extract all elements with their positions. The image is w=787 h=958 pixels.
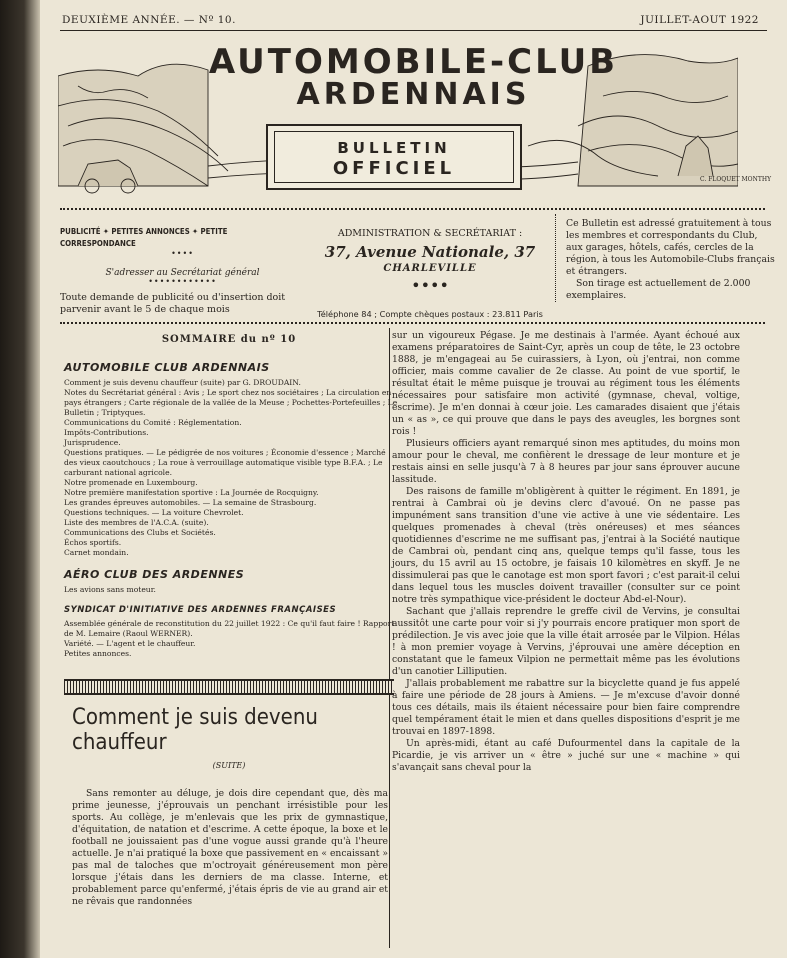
club-subtitle: ARDENNAIS <box>296 77 531 112</box>
info-row <box>60 214 775 324</box>
toc-item: Les grandes épreuves automobiles. — La semaine de Strasbourg. <box>64 498 317 507</box>
toc-item: Communications des Clubs et Sociétés. <box>64 528 216 537</box>
article-title: Comment je suis devenu chauffeur <box>72 705 318 755</box>
admin-phone: Téléphone 84 ; Compte chèques postaux : 23.811 Paris <box>317 309 543 319</box>
artist-signature: C. FLOQUET MONTHY <box>700 176 772 183</box>
toc-list-2 <box>64 585 398 595</box>
distribution-info <box>555 214 776 302</box>
toc-item: Échos sportifs. <box>64 538 122 547</box>
article-paragraph: Un après-midi, étant au café Dufourmentel dans la capitale de la Picardie, je vis arriver un « être » juché sur une « machine » qui s'avançait sans cheval pour la <box>392 738 740 773</box>
distribution-text: Ce Bulletin est adressé gratuitement à tous les membres et correspondants du Club, aux garages, hôtels, cafés, cercles de la région, à tous les Automobile-Clubs français et étrangers. <box>566 218 775 277</box>
section-syndicat: SYNDICAT D'INITIATIVE DES ARDENNES FRANÇAISES <box>64 605 337 615</box>
bulletin-label: BULLETIN <box>337 139 451 157</box>
article-suite-label: (SUITE) <box>212 761 246 770</box>
article-paragraph: Sachant que j'allais reprendre le greffe civil de Vervins, je consultai aussitôt une carte pour voir si j'y pourrais encore pratiquer mon sport de prédilection. Je vis avec joie que la ville était arrosée par le Vilpion. Hélas ! à mon premier voyage à Vervins, j'éprouvai une amère déception en constatant que le fameux Vilpion ne permettait même pas les évolutions d'un canotier Lilliputien. <box>392 606 740 677</box>
admin-city: CHARLEVILLE <box>383 263 477 274</box>
toc-item: Carnet mondain. <box>64 548 129 557</box>
address-to: S'adresser au Secrétariat général <box>105 268 260 278</box>
article-body-left: Sans remonter au déluge, je dois dire cependant que, dès ma prime jeunesse, j'éprouvais un penchant irrésistible pour les sports. Au collège, je m'enlevais que les prix de gymnastique, d'équitation, de natation et d'escrime. A cette époque, la boxe et le football ne jouissaient pas d'une vogue aussi grande qu'à l'heure actuelle. Je n'ai pratiqué la boxe que passivement en « encaissant » pas mal de taloches que m'octroyait généreusement mon père lorsque j'étais dans les derniers de ma classe. Interne, et probablement parce qu'enfermé, j'étais épris de vie au grand air et ne rêvais que randonnées <box>72 788 388 907</box>
dots-divider-3: •••• <box>411 276 449 295</box>
administration-info <box>315 214 545 319</box>
toc-item: Liste des membres de l'A.C.A. (suite). <box>64 518 209 527</box>
section-automobile-club: AUTOMOBILE CLUB ARDENNAIS <box>64 361 270 374</box>
ads-line: PUBLICITÉ ✦ PETITES ANNONCES ✦ PETITE CORRESPONDANCE <box>60 227 228 248</box>
issue-date: JUILLET-AOUT 1922 <box>640 14 759 26</box>
article-paragraph: Plusieurs officiers ayant remarqué sinon mes aptitudes, du moins mon amour pour le cheval, me confièrent le dressage de leur monture et je restais ainsi en selle jusqu'à 7 à 8 heures par jour sans éprouver aucune lassitude. <box>392 438 740 485</box>
left-column <box>60 330 398 908</box>
toc-item: Notre promenade en Luxembourg. <box>64 478 198 487</box>
bulletin-officiel-box <box>266 124 522 190</box>
toc-item: Jurisprudence. <box>64 438 121 447</box>
bulletin-inner-frame <box>274 131 514 183</box>
demand-note: Toute demande de publicité ou d'insertion doit parvenir avant le 5 de chaque mois <box>60 292 286 315</box>
dots-divider-2: •••••••••••• <box>148 277 217 286</box>
bulletin-page <box>40 0 787 958</box>
toc-item: Questions pratiques. — Le pédigrée de nos voitures ; Économie d'essence ; Marché des vieux caoutchoucs ; La roue à verrouillage automatique visible type B.F.A. ; Le carburant national agricole. <box>64 448 386 477</box>
header-rule <box>60 30 767 31</box>
toc-item: Questions techniques. — La voiture Chevrolet. <box>64 508 244 517</box>
toc-list-3 <box>64 619 398 659</box>
toc-list-1 <box>64 378 398 558</box>
article-paragraph: sur un vigoureux Pégase. Je me destinais à l'armée. Ayant échoué aux examens préparatoires de Saint-Cyr, après un coup de tête, le 23 octobre 1888, je m'engageai au 5e cuirassiers, à Lyon, où j'entrai, non comme officier, mais comme cavalier de 2e classe. Au point de vue sportif, le résultat était le même puisque je trouvai au régiment tous les éléments nécessaires pour satisfaire mon activité (gymnase, cheval, voltige, escrime). Je m'en donnai à cœur joie. Les camarades disaient que j'étais un « as », ce qui prouve que dans le pays des aveugles, les borgnes sont rois ! <box>392 330 740 437</box>
toc-item: Communications du Comité : Réglementation. <box>64 418 242 427</box>
article-paragraph: Des raisons de famille m'obligèrent à quitter le régiment. En 1891, je rentrai à Cambrai où je devins clerc d'avoué. On ne passe pas impunément sans transition d'une vie active à une vie sédentaire. Les quelques promenades à cheval (très onéreuses) et mes séances quotidiennes d'escrime ne me suffisant pas, j'entrai à la Société nautique de Cambrai où, pendant cinq ans, quelque temps qu'il fasse, tous les jours, du 15 avril au 15 octobre, je faisais 10 kilomètres en skyff. Je ne dissimulerai pas que le canotage est mon sport favori ; c'est parait-il celui dans lequel tous les muscles doivent travailler (consulter sur ce point notre très sympathique vice-président le docteur Abd-el-Nour). <box>392 486 740 605</box>
ornamental-divider <box>64 679 394 695</box>
info-bottom-rule <box>60 322 765 324</box>
admin-street: 37, Avenue Nationale, 37 <box>324 243 536 261</box>
advertising-info <box>60 214 305 316</box>
officiel-label: OFFICIEL <box>332 158 456 179</box>
dots-divider: •••• <box>171 249 194 258</box>
club-title: AUTOMOBILE-CLUB <box>208 42 619 82</box>
issue-number: DEUXIÈME ANNÉE. — Nº 10. <box>62 14 236 26</box>
right-column <box>392 330 740 774</box>
info-top-rule <box>60 208 765 210</box>
toc-item: Impôts-Contributions. <box>64 428 149 437</box>
toc-item: Notes du Secrétariat général : Avis ; Le sport chez nos sociétaires ; La circulation en pays étrangers ; Carte régionale de la vallée de la Meuse ; Pochettes-Portefeuilles ; Le Bulletin ; Triptyques. <box>64 388 398 417</box>
toc-item: Variété. — L'agent et le chauffeur. <box>64 639 196 648</box>
book-spine <box>0 0 40 958</box>
toc-item: Assemblée générale de reconstitution du 22 juillet 1922 : Ce qu'il faut faire ! Rapport de M. Lemaire (Raoul WERNER). <box>64 619 395 638</box>
toc-item: Notre première manifestation sportive : La Journée de Rocquigny. <box>64 488 319 497</box>
article-paragraph: J'allais probablement me rabattre sur la bicyclette quand je fus appelé à faire une période de 28 jours à Amiens. — Je m'excuse d'avoir donné tous ces détails, mais ils étaient nécessaire pour bien faire comprendre quel tempérament était le mien et dans quelles dispositions d'esprit je me trouvai en 1897-1898. <box>392 678 740 737</box>
toc-item: Les avions sans moteur. <box>64 585 156 594</box>
admin-label: ADMINISTRATION & SECRÉTARIAT : <box>337 228 523 239</box>
circulation-text: Son tirage est actuellement de 2.000 exemplaires. <box>566 278 751 301</box>
summary-title: SOMMAIRE du nº 10 <box>161 334 297 345</box>
toc-item: Petites annonces. <box>64 649 132 658</box>
toc-item: Comment je suis devenu chauffeur (suite) par G. DROUDAIN. <box>64 378 301 387</box>
section-aero-club: AÉRO CLUB DES ARDENNES <box>64 568 245 581</box>
